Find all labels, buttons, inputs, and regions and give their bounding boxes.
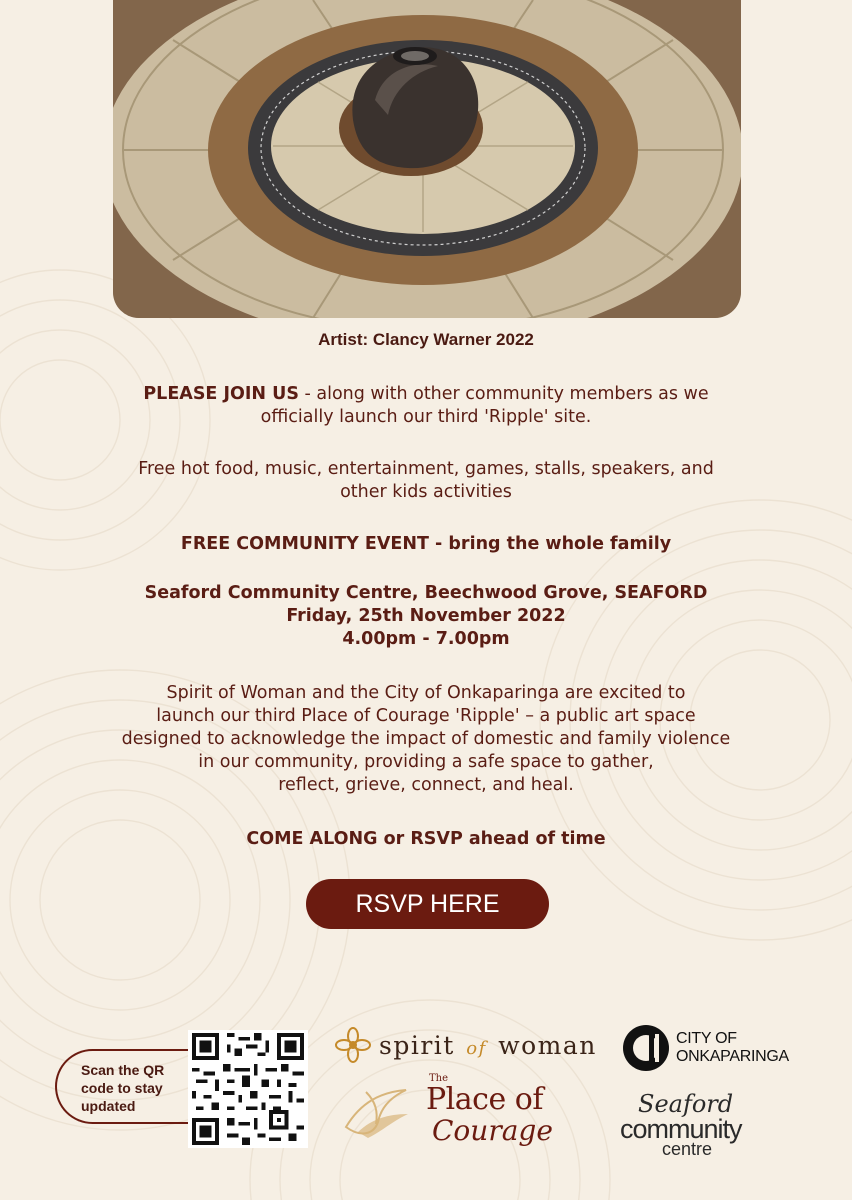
city-line-1: CITY OF: [676, 1030, 737, 1047]
dove-icon: [336, 1072, 416, 1152]
activities-text: [60, 458, 792, 504]
venue-time: 4.00pm - 7.00pm: [342, 629, 510, 649]
qr-callout-line-3: updated: [81, 1098, 136, 1114]
courage-the: The: [429, 1073, 449, 1084]
city-wordmark: [676, 1030, 789, 1066]
invitation-line-2: officially launch our third 'Ripple' site.: [260, 407, 592, 427]
flower-icon: [335, 1027, 371, 1063]
seaford-word-2: community: [620, 1114, 742, 1144]
invitation-lead-rest: - along with other community members as we: [298, 384, 709, 404]
description-line-4: in our community, providing a safe space to gather,: [198, 752, 654, 772]
invitation-text: [60, 383, 792, 429]
city-of-onkaparinga-logo: [622, 1022, 789, 1074]
description-text: [60, 682, 792, 797]
description-line-3: designed to acknowledge the impact of domestic and family violence: [121, 729, 731, 749]
rsvp-button[interactable]: RSVP HERE: [306, 879, 549, 929]
artist-caption: Artist: Clancy Warner 2022: [318, 330, 534, 349]
seaford-community-centre-logo: [620, 1090, 780, 1160]
qr-callout-line-1: Scan the QR: [81, 1062, 165, 1078]
courage-word: Courage: [432, 1114, 553, 1147]
qr-code[interactable]: [188, 1030, 308, 1148]
sow-word-1: spirit: [379, 1030, 455, 1060]
invitation-lead: PLEASE JOIN US: [143, 384, 299, 404]
activities-line-2: other kids activities: [340, 482, 512, 502]
venue-details: [60, 582, 792, 651]
spirit-of-woman-wordmark: [379, 1031, 597, 1060]
activities-line-1: Free hot food, music, entertainment, games, stalls, speakers, and: [138, 459, 714, 479]
place-of-courage-logo: [336, 1070, 553, 1158]
free-event-text: FREE COMMUNITY EVENT - bring the whole family: [180, 534, 672, 554]
qr-code-icon: [191, 1033, 305, 1145]
spirit-of-woman-logo: [335, 1025, 597, 1065]
venue-location: Seaford Community Centre, Beechwood Grove, SEAFORD: [144, 583, 708, 603]
venue-date: Friday, 25th November 2022: [286, 606, 566, 626]
sow-word-2: woman: [498, 1030, 597, 1060]
courage-place: Place of: [426, 1082, 543, 1117]
seaford-word-3: centre: [662, 1139, 713, 1159]
qr-callout-line-2: code to stay: [81, 1080, 163, 1096]
sow-word-of: of: [466, 1037, 487, 1059]
city-line-2: ONKAPARINGA: [676, 1048, 789, 1065]
artwork-photo: [113, 0, 741, 318]
seaford-word-1: Seaford: [638, 1090, 734, 1118]
cta-text: COME ALONG or RSVP ahead of time: [246, 829, 606, 849]
description-line-5: reflect, grieve, connect, and heal.: [278, 775, 574, 795]
qr-callout: [55, 1049, 195, 1124]
description-line-2: launch our third Place of Courage 'Ripple' – a public art space: [156, 706, 696, 726]
city-emblem-icon: [622, 1024, 670, 1072]
description-line-1: Spirit of Woman and the City of Onkaparinga are excited to: [166, 683, 686, 703]
